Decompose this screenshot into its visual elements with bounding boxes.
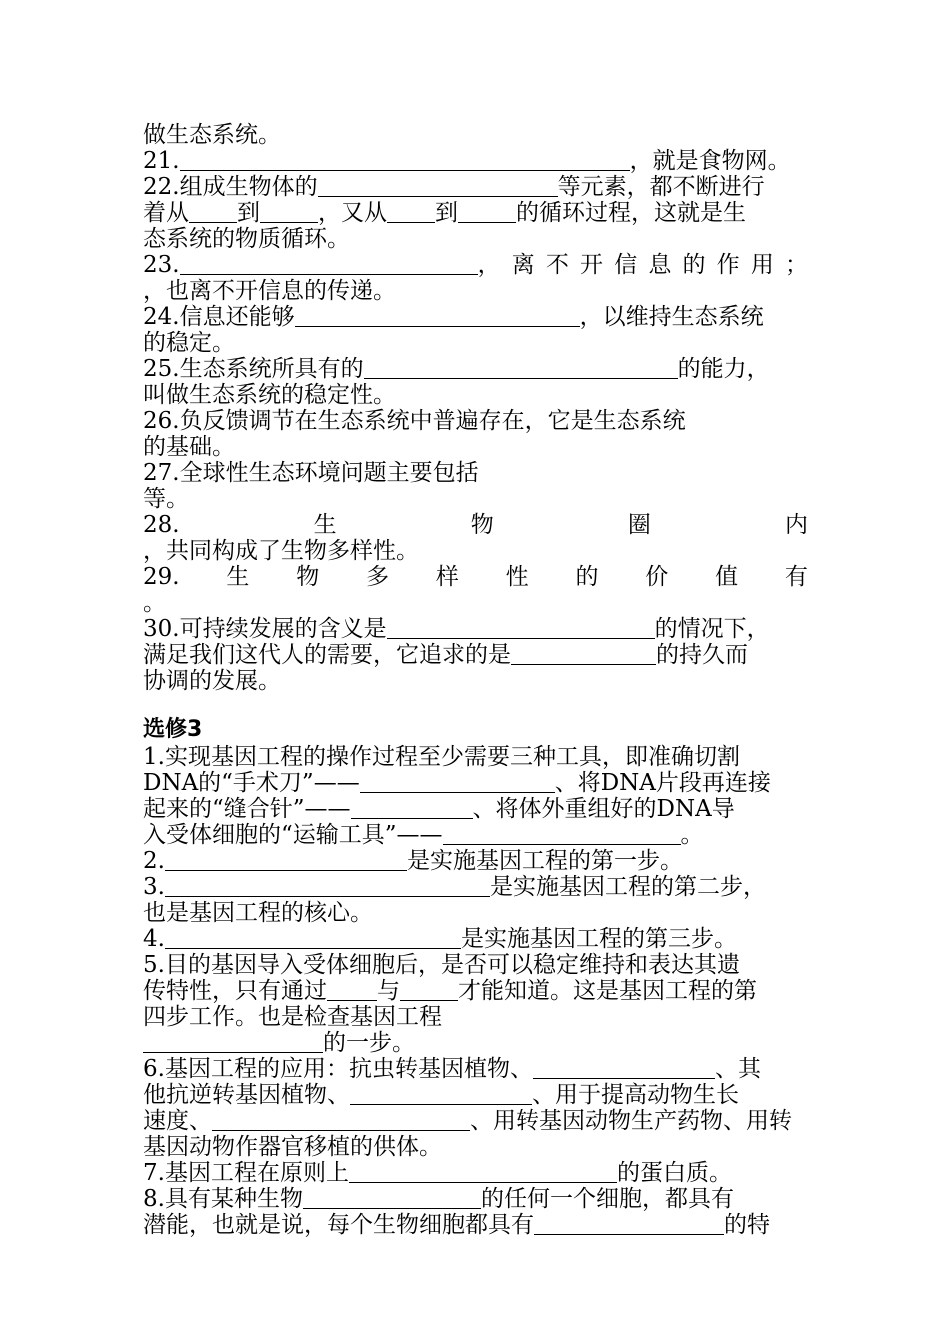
answer-blank[interactable] — [400, 980, 458, 1001]
answer-blank[interactable] — [180, 150, 630, 171]
question-29: 29. 生 物 多 样 性 的 价 值 有 — [143, 564, 808, 590]
answer-blank[interactable] — [295, 306, 580, 327]
text-line: ，也离不开信息的传递。 — [143, 278, 396, 304]
text-line: 等。 — [143, 486, 189, 512]
question-23: 23. ， 离 不 开 信 息 的 作 用 ； — [143, 252, 808, 278]
item-5: 5.目的基因导入受体细胞后，是否可以稳定维持和表达其遗 — [143, 952, 740, 978]
item-6: 6.基因工程的应用：抗虫转基因植物、 、其 — [143, 1056, 761, 1082]
text-line: ，共同构成了生物多样性。 — [143, 538, 419, 564]
item-1-line-3: 起来的“缝合针”—— 、将体外重组好的DNA导 — [143, 796, 735, 822]
item-1-line-4: 入受体细胞的“运输工具”—— 。 — [143, 822, 704, 848]
answer-blank[interactable] — [533, 1058, 715, 1079]
question-30-line-2: 满足我们这代人的需要，它追求的是 的持久而 — [143, 642, 748, 668]
answer-blank[interactable] — [349, 1162, 617, 1183]
text-line: 基因动物作器官移植的供体。 — [143, 1134, 442, 1160]
answer-blank[interactable] — [351, 798, 473, 819]
question-30: 30.可持续发展的含义是 的情况下， — [143, 616, 770, 642]
answer-blank[interactable] — [443, 824, 681, 845]
text-line: 的基础。 — [143, 434, 235, 460]
question-26: 26.负反馈调节在生态系统中普遍存在，它是生态系统 — [143, 408, 686, 434]
answer-blank[interactable] — [360, 772, 555, 793]
question-22-line-2: 着从 到 ，又从 到 的循环过程，这就是生 — [143, 200, 746, 226]
text-line: 也是基因工程的核心。 — [143, 900, 373, 926]
item-5-line-4: 的一步。 — [143, 1030, 808, 1056]
question-22: 22.组成生物体的 等元素，都不断进行 — [143, 174, 765, 200]
answer-blank[interactable] — [511, 644, 656, 665]
item-1-line-2: DNA的“手术刀”—— 、将DNA片段再连接 — [143, 770, 771, 796]
text-line: 态系统的物质循环。 — [143, 226, 350, 252]
text-line: 四步工作。也是检查基因工程 — [143, 1004, 442, 1030]
answer-blank[interactable] — [387, 202, 435, 223]
item-4: 4. 是实施基因工程的第三步。 — [143, 926, 737, 952]
answer-blank[interactable] — [165, 876, 490, 897]
item-7: 7.基因工程在原则上 的蛋白质。 — [143, 1160, 732, 1186]
text-line: 做生态系统。 — [143, 122, 281, 148]
text-line: 的稳定。 — [143, 330, 235, 356]
answer-blank[interactable] — [350, 1084, 532, 1105]
answer-blank[interactable] — [143, 1032, 323, 1053]
answer-blank[interactable] — [165, 850, 407, 871]
text-line: 。 — [143, 590, 166, 616]
item-6-line-3: 速度、 、用转基因动物生产药物、用转 — [143, 1108, 792, 1134]
question-21: 21. ，就是食物网。 — [143, 148, 791, 174]
question-27: 27.全球性生态环境问题主要包括 — [143, 460, 479, 486]
answer-blank[interactable] — [212, 1110, 470, 1131]
answer-blank[interactable] — [318, 176, 558, 197]
answer-blank[interactable] — [458, 202, 516, 223]
item-5-line-2: 传特性，只有通过 与 才能知道。这是基因工程的第 — [143, 978, 757, 1004]
answer-blank[interactable] — [165, 928, 461, 949]
question-28: 28. 生 物 圈 内 — [143, 512, 808, 538]
item-8: 8.具有某种生物 的任何一个细胞，都具有 — [143, 1186, 734, 1212]
answer-blank[interactable] — [364, 358, 678, 379]
item-2: 2. 是实施基因工程的第一步。 — [143, 848, 683, 874]
answer-blank[interactable] — [327, 980, 377, 1001]
answer-blank[interactable] — [260, 202, 318, 223]
text-line: 叫做生态系统的稳定性。 — [143, 382, 396, 408]
item-3: 3. 是实施基因工程的第二步， — [143, 874, 766, 900]
question-25: 25.生态系统所具有的 的能力， — [143, 356, 770, 382]
document-page — [143, 122, 808, 1238]
answer-blank[interactable] — [180, 254, 478, 275]
answer-blank[interactable] — [189, 202, 237, 223]
item-6-line-2: 他抗逆转基因植物、 、用于提高动物生长 — [143, 1082, 739, 1108]
item-8-line-2: 潜能，也就是说，每个生物细胞都具有 的特 — [143, 1212, 770, 1238]
answer-blank[interactable] — [387, 618, 655, 639]
text-line: 协调的发展。 — [143, 668, 281, 694]
section-title: 选修3 — [143, 717, 203, 742]
question-24: 24.信息还能够 ，以维持生态系统 — [143, 304, 764, 330]
answer-blank[interactable] — [534, 1214, 724, 1235]
item-1: 1.实现基因工程的操作过程至少需要三种工具，即准确切割 — [143, 744, 740, 770]
answer-blank[interactable] — [303, 1188, 481, 1209]
